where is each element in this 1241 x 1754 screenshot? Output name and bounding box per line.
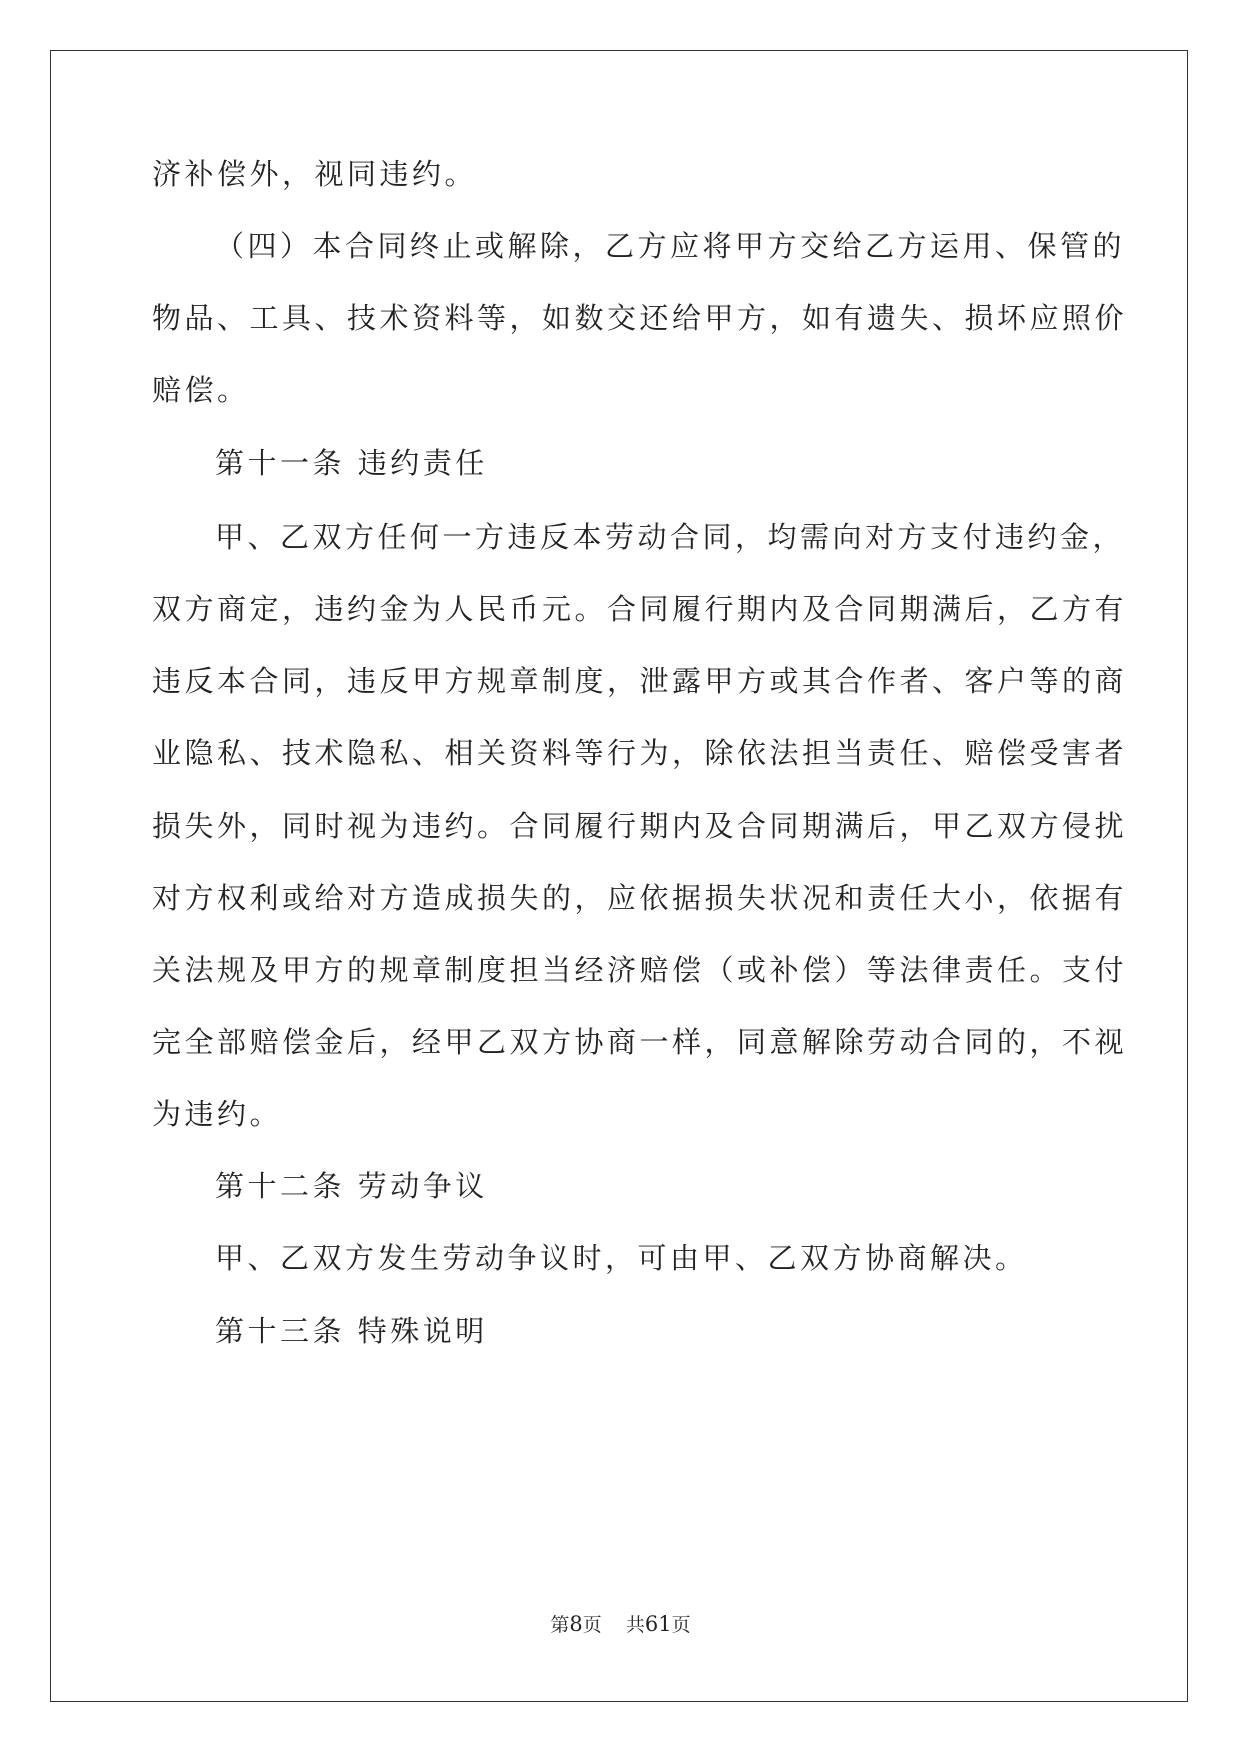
body-text-line: 损失外，同时视为违约。合同履行期内及合同期满后，甲乙双方侵扰 (152, 809, 1128, 843)
body-text-line: 双方商定，违约金为人民币元。合同履行期内及合同期满后，乙方有 (152, 592, 1128, 626)
footer-total-suffix: 页 (671, 1614, 691, 1636)
clause-4-paragraph: （四）本合同终止或解除，乙方应将甲方交给乙方运用、保管的 (215, 229, 1126, 263)
body-text-line: 赔偿。 (152, 373, 250, 407)
body-text-line: 为违约。 (152, 1097, 283, 1131)
page-footer (0, 1610, 1241, 1637)
footer-total-prefix: 共 (625, 1614, 645, 1636)
footer-page-suffix: 页 (582, 1614, 602, 1636)
body-text-line: 对方权利或给对方造成损失的，应依据损失状况和责任大小，依据有 (152, 881, 1128, 915)
body-text-line: 关法规及甲方的规章制度担当经济赔偿（或补偿）等法律责任。支付 (152, 953, 1128, 987)
article-12-paragraph: 甲、乙双方发生劳动争议时，可由甲、乙双方协商解决。 (215, 1241, 1028, 1275)
current-page-number: 8 (569, 1612, 583, 1636)
article-13-heading: 第十三条 特殊说明 (215, 1314, 488, 1348)
body-text-line: 物品、工具、技术资料等，如数交还给甲方，如有遗失、损坏应照价 (152, 301, 1128, 335)
body-text-line: 完全部赔偿金后，经甲乙双方协商一样，同意解除劳动合同的，不视 (152, 1025, 1128, 1059)
total-pages-number: 61 (644, 1612, 672, 1636)
article-11-paragraph: 甲、乙双方任何一方违反本劳动合同，均需向对方支付违约金， (215, 520, 1126, 554)
body-text-line: 违反本合同，违反甲方规章制度，泄露甲方或其合作者、客户等的商 (152, 664, 1128, 698)
body-text-line: 济补偿外，视同违约。 (152, 157, 478, 191)
article-11-heading: 第十一条 违约责任 (215, 446, 488, 480)
body-text-line: 业隐私、技术隐私、相关资料等行为，除依法担当责任、赔偿受害者 (152, 736, 1128, 770)
article-12-heading: 第十二条 劳动争议 (215, 1169, 488, 1203)
footer-prefix: 第 (550, 1614, 570, 1636)
